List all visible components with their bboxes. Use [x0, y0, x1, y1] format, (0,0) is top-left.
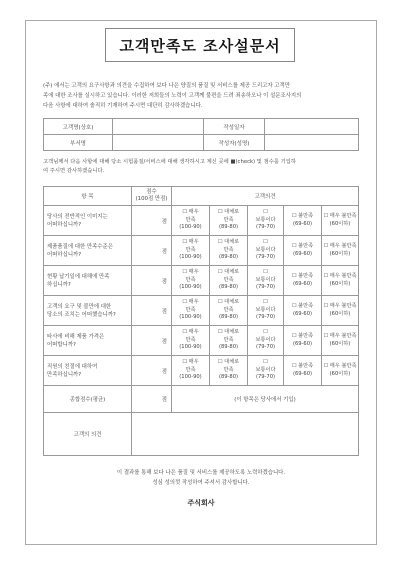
- rating-option[interactable]: [322, 326, 359, 356]
- footer-line: 이 결과를 통해 보다 나은 품질 및 서비스를 제공하도록 노력하겠습니다.: [116, 470, 286, 476]
- score-field[interactable]: 점: [132, 296, 172, 326]
- rating-option[interactable]: [322, 236, 359, 266]
- question-text: [44, 206, 132, 236]
- comment-label: 고객의 의견: [44, 413, 132, 456]
- rating-option[interactable]: [322, 356, 359, 386]
- rating-option-text: ☐ 매우: [182, 239, 199, 246]
- dept-label: 부서명: [44, 135, 113, 151]
- rating-option-text: ☐ 매우 불만족: [323, 243, 357, 249]
- rating-option-text: (89-80): [218, 374, 239, 381]
- rating-option-text: 만족: [185, 276, 196, 283]
- rating-option[interactable]: [322, 296, 359, 326]
- dept-field[interactable]: [113, 135, 204, 151]
- rating-option-text: ☐ 매우 불만족: [323, 363, 357, 369]
- total-score-note: (이 항목은 당사에서 기입): [172, 386, 359, 413]
- intro-line: 다음 사항에 대하여 솔직히 기재하여 주시면 대단히 감사하겠습니다.: [43, 103, 203, 109]
- rating-option-text: (69-60): [292, 220, 313, 227]
- header-score-label: 점수 (100점 만점): [135, 189, 168, 202]
- rating-option-text: 만족: [185, 216, 196, 223]
- rating-option-text: (100-90): [179, 254, 202, 261]
- question-line: 타사에 비해 제품 가격은: [47, 333, 105, 340]
- rating-option[interactable]: [248, 356, 284, 386]
- rating-option-text: ☐ 매우 불만족: [323, 213, 357, 219]
- rating-option-text: ☐ 매우 불만족: [323, 303, 357, 309]
- respondent-info-table: [43, 118, 359, 151]
- rating-option[interactable]: [210, 356, 248, 386]
- rating-option-text: ☐: [263, 269, 268, 276]
- company-name-field[interactable]: [113, 119, 204, 135]
- rating-option-text: (100-90): [179, 224, 202, 231]
- rating-option-text: ☐ 매우: [182, 209, 199, 216]
- score-field[interactable]: 점: [132, 206, 172, 236]
- rating-option[interactable]: [284, 236, 322, 266]
- rating-option-text: (60이하): [329, 280, 351, 287]
- rating-option-text: (89-80): [218, 284, 239, 291]
- rating-option[interactable]: [248, 326, 284, 356]
- rating-option-text: (100-90): [179, 374, 202, 381]
- survey-table: [43, 186, 359, 456]
- rating-option[interactable]: [284, 296, 322, 326]
- rating-option-text: 보통이다: [255, 246, 276, 253]
- intro-line: 족에 대한 조사를 실시하고 있습니다. 이러한 저희들의 노력이 고객께 불편을 드려 죄송하오나 이 설문조사지의: [43, 93, 302, 99]
- rating-option-text: (89-80): [218, 224, 239, 231]
- rating-option[interactable]: [172, 296, 210, 326]
- writer-field[interactable]: [265, 135, 359, 151]
- page-title: 고객만족도 조사설문서: [105, 28, 295, 62]
- footer-line: 성심 성의껏 작성하여 주셔서 감사합니다.: [152, 480, 250, 486]
- rating-option[interactable]: [284, 326, 322, 356]
- rating-option[interactable]: [172, 326, 210, 356]
- rating-option-text: (100-90): [179, 344, 202, 351]
- rating-option-text: ☐ 불만족: [291, 273, 314, 279]
- date-field[interactable]: [265, 119, 359, 135]
- score-field[interactable]: 점: [132, 266, 172, 296]
- rating-option[interactable]: [210, 266, 248, 296]
- rating-option-text: (60이하): [329, 250, 351, 257]
- rating-option[interactable]: [172, 356, 210, 386]
- rating-option-text: ☐ 불만족: [291, 303, 314, 309]
- question-row: [44, 326, 359, 356]
- rating-option-text: (100-90): [179, 314, 202, 321]
- rating-option-text: 만족: [223, 336, 234, 343]
- question-row: [44, 296, 359, 326]
- rating-option-text: ☐ 대체로: [217, 329, 240, 336]
- rating-option-text: (79-70): [255, 374, 276, 381]
- rating-option-text: (60이하): [329, 340, 351, 347]
- rating-option-text: ☐: [263, 359, 268, 366]
- rating-option-text: ☐ 매우: [182, 359, 199, 366]
- rating-option-text: (60이하): [329, 310, 351, 317]
- rating-option-text: ☐ 매우: [182, 269, 199, 276]
- question-text: [44, 326, 132, 356]
- rating-option-text: ☐ 불만족: [291, 333, 314, 339]
- rating-option-text: (69-60): [292, 280, 313, 287]
- footer-text: [43, 468, 359, 488]
- rating-option[interactable]: [172, 236, 210, 266]
- rating-option-text: ☐ 불만족: [291, 213, 314, 219]
- rating-option-text: 보통이다: [255, 276, 276, 283]
- rating-option-text: 만족: [185, 336, 196, 343]
- question-line: 하십니까?: [47, 281, 71, 288]
- question-line: 직원의 친절에 대하여: [47, 363, 98, 370]
- rating-option-text: 만족: [185, 306, 196, 313]
- company-name-label: 고객명(상호): [44, 119, 113, 135]
- intro-text: [43, 81, 363, 111]
- question-row: [44, 356, 359, 386]
- writer-label: 작성자(성명): [204, 135, 265, 151]
- rating-option-text: (60이하): [329, 370, 351, 377]
- score-field[interactable]: 점: [132, 326, 172, 356]
- question-row: [44, 206, 359, 236]
- question-line: 만족하십니까?: [47, 371, 82, 378]
- rating-option[interactable]: [172, 266, 210, 296]
- instruction-text: [43, 158, 363, 176]
- rating-option-text: ☐: [263, 329, 268, 336]
- rating-option-text: 만족: [185, 246, 196, 253]
- rating-option[interactable]: [284, 206, 322, 236]
- rating-option-text: (89-80): [218, 314, 239, 321]
- header-item: 항 목: [44, 187, 132, 206]
- rating-option-text: 만족: [185, 366, 196, 373]
- company-signature: 주식회사: [187, 499, 215, 507]
- question-text: [44, 236, 132, 266]
- rating-option[interactable]: [248, 296, 284, 326]
- instruction-line: 여 주시면 감사하겠습니다.: [43, 168, 105, 174]
- question-line: 제품품질에 대한 만족수준은: [47, 243, 113, 250]
- date-label: 작성일자: [204, 119, 265, 135]
- rating-option-text: ☐ 대체로: [217, 269, 240, 276]
- rating-option-text: (100-90): [179, 284, 202, 291]
- rating-option[interactable]: [248, 236, 284, 266]
- rating-option-text: (79-70): [255, 344, 276, 351]
- rating-option-text: (89-80): [218, 254, 239, 261]
- rating-option-text: 만족: [223, 216, 234, 223]
- rating-option-text: 보통이다: [255, 216, 276, 223]
- question-line: 당사의 전반적인 이미지는: [47, 213, 108, 220]
- rating-option-text: (79-70): [255, 224, 276, 231]
- question-line: 현황 납기일에 대해에 만족: [47, 273, 110, 280]
- intro-line: (주) 에서는 고객의 요구사항과 의견을 수집하여 보다 나은 양질의 품질 및 서비스를 제공 드리고자 고객만: [43, 83, 290, 89]
- rating-option[interactable]: [248, 266, 284, 296]
- rating-option-text: ☐ 매우: [182, 329, 199, 336]
- rating-option-text: (69-60): [292, 370, 313, 377]
- rating-option-text: 만족: [223, 246, 234, 253]
- rating-option[interactable]: [210, 296, 248, 326]
- rating-option-text: ☐: [263, 299, 268, 306]
- rating-option[interactable]: [284, 356, 322, 386]
- rating-option-text: ☐ 불만족: [291, 363, 314, 369]
- rating-option[interactable]: [210, 236, 248, 266]
- rating-option-text: 만족: [223, 276, 234, 283]
- instruction-line: 고객님께서 다음 사항에 대해 당소 시험품질/서비스에 대해 생각하시고 계신 곳에 ■(check) 및 점수를 기입하: [43, 159, 296, 165]
- rating-option-text: ☐ 매우: [182, 299, 199, 306]
- rating-option[interactable]: [284, 266, 322, 296]
- question-line: 당소의 조치는 어떠했습니까?: [47, 311, 116, 318]
- question-text: [44, 266, 132, 296]
- rating-option-text: ☐: [263, 239, 268, 246]
- rating-option-text: ☐ 대체로: [217, 239, 240, 246]
- rating-option[interactable]: [210, 326, 248, 356]
- question-row: [44, 266, 359, 296]
- question-row: [44, 236, 359, 266]
- rating-option-text: ☐ 대체로: [217, 209, 240, 216]
- rating-option-text: 보통이다: [255, 366, 276, 373]
- score-field[interactable]: 점: [132, 236, 172, 266]
- question-text: [44, 296, 132, 326]
- rating-option-text: (79-70): [255, 284, 276, 291]
- rating-option-text: 보통이다: [255, 306, 276, 313]
- total-score-label: 종합점수(평균): [44, 386, 132, 413]
- rating-option[interactable]: [248, 206, 284, 236]
- question-text: [44, 356, 132, 386]
- question-line: 어떠하십니까?: [47, 221, 82, 228]
- rating-option-text: ☐ 대체로: [217, 359, 240, 366]
- rating-option-text: (60이하): [329, 220, 351, 227]
- rating-option-text: ☐: [263, 209, 268, 216]
- question-line: 어떠하십니까?: [47, 251, 82, 258]
- rating-option-text: (89-80): [218, 344, 239, 351]
- rating-option-text: 만족: [223, 306, 234, 313]
- header-score: [132, 187, 172, 206]
- score-field[interactable]: 점: [132, 356, 172, 386]
- question-line: 고객의 요구 및 불만에 대한: [47, 303, 112, 310]
- rating-option[interactable]: [172, 206, 210, 236]
- total-score-field[interactable]: 점: [132, 386, 172, 413]
- rating-option-text: ☐ 불만족: [291, 243, 314, 249]
- rating-option[interactable]: [322, 266, 359, 296]
- question-line: 어떠합니까?: [47, 341, 76, 348]
- rating-option-text: 보통이다: [255, 336, 276, 343]
- rating-option-text: (69-60): [292, 250, 313, 257]
- header-eval: 고객의견: [172, 187, 359, 206]
- rating-option-text: (69-60): [292, 340, 313, 347]
- rating-option-text: ☐ 매우 불만족: [323, 333, 357, 339]
- rating-option-text: ☐ 매우 불만족: [323, 273, 357, 279]
- rating-option-text: (79-70): [255, 314, 276, 321]
- rating-option[interactable]: [322, 206, 359, 236]
- rating-option-text: ☐ 대체로: [217, 299, 240, 306]
- rating-option[interactable]: [210, 206, 248, 236]
- rating-option-text: 만족: [223, 366, 234, 373]
- comment-field[interactable]: [132, 413, 359, 456]
- rating-option-text: (79-70): [255, 254, 276, 261]
- rating-option-text: (69-60): [292, 310, 313, 317]
